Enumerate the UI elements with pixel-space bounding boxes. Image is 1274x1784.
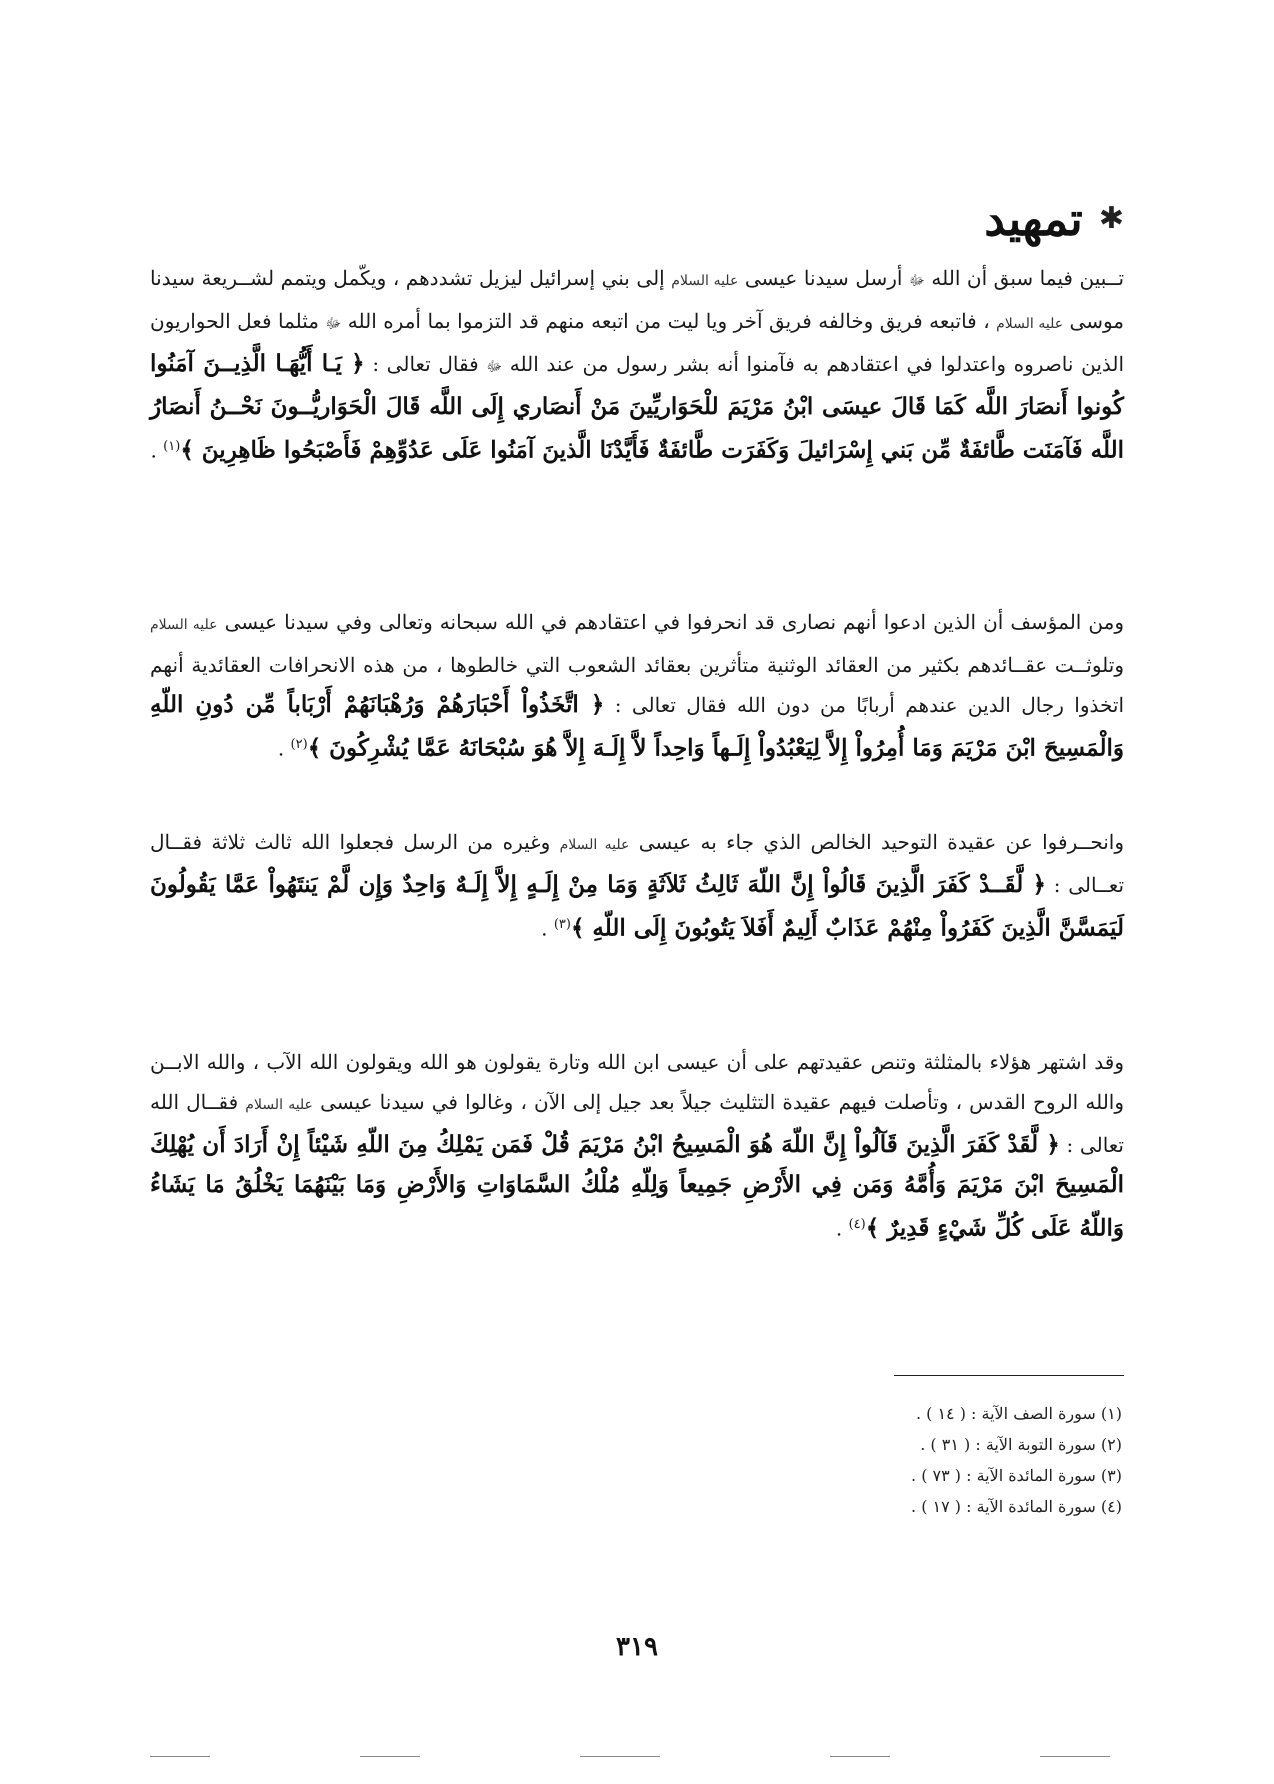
para4-end: . [835, 1216, 843, 1241]
allah-honorific: ﷻ [909, 273, 925, 289]
footnotes [911, 1398, 1122, 1522]
footnote-item: (٤) سورة المائدة الآية : ( ١٧ ) . [911, 1497, 1122, 1516]
footnote-item: (٣) سورة المائدة الآية : ( ٧٣ ) . [911, 1466, 1122, 1485]
footnote-item: (١) سورة الصف الآية : ( ١٤ ) . [915, 1404, 1122, 1423]
para1-text-6: فقال تعالى : [372, 352, 479, 376]
paragraph-2 [150, 602, 1124, 769]
para1-text-1: تــبين فيما سبق أن الله [931, 266, 1125, 290]
page-number: ٣١٩ [616, 1632, 658, 1662]
para3-text-1: وانحــرفوا عن عقيدة التوحيد الخالص الذي جاء به عيسى [638, 830, 1125, 854]
paragraph-3 [150, 822, 1124, 949]
prophet-honorific: عليه السلام [671, 273, 739, 289]
para4-text-1: وقد اشتهر هؤلاء بالمثلثة وتنص عقيدتهم على أن عيسى ابن الله وتارة يقولون هو الله ويقولون الله الآب ، والله الابــن والله الروح القدس ، وتأصلت فيهم عقيدة التثليث جيلاً بعد جيل إلى الآن ، وغالوا في سيدنا عيسى [150, 1050, 1125, 1114]
footnote-divider [894, 1375, 1124, 1376]
paragraph-1 [150, 258, 1124, 471]
footnote-ref-2: (٢) [290, 737, 308, 752]
allah-honorific: ﷻ [486, 359, 503, 375]
quran-verse-1: ﴿ يَـا أَيُّهَـا الَّذِيــنَ آمَنُوا كُونوا أَنصَارَ اللَّه كَمَا قَالَ عيسَى ابْنُ مَرْيَمَ للْحَوَاريِّينَ مَنْ أَنصَاري إِلَى اللَّه قَالَ الْحَوَاريُّــونَ نَحْــنُ أَنصَارُ اللَّه فَآمَنَت طَّائفَةٌ مِّن بَني إِسْرَائيلَ وَكَفَرَت طَّائفَةٌ فَأَيَّدْنَا الَّذينَ آمَنُوا عَلَى عَدُوِّهِمْ فَأَصْبَحُوا ظَاهِرِينَ ﴾ [150, 350, 1124, 464]
quran-verse-3: ﴿ لَّقَــدْ كَفَرَ الَّذِينَ قَالُواْ إِنَّ اللّهَ ثَالِثُ ثَلاَثَةٍ وَمَا مِنْ إِلَـهٍ إِلاَّ إِلَـهٌ وَاحِدٌ وَإِن لَّمْ يَنتَهُواْ عَمَّا يَقُولُونَ لَيَمَسَّنَّ الَّذِينَ كَفَرُواْ مِنْهُمْ عَذَابٌ أَلِيمٌ أَفَلاَ يَتُوبُونَ إِلَى اللّهِ ﴾ [150, 871, 1124, 942]
quran-verse-2: ﴿ اتَّخَذُواْ أَحْبَارَهُمْ وَرُهْبَانَهُمْ أَرْبَاباً مِّن دُونِ اللّهِ وَالْمَسِيحَ ابْنَ مَرْيَمَ وَمَا أُمِرُواْ إِلاَّ لِيَعْبُدُواْ إِلَـهاً وَاحِداً لاَّ إِلَـهَ إِلاَّ هُوَ سُبْحَانَهُ عَمَّا يُشْرِكُونَ ﴾ [150, 691, 1124, 762]
section-title: تمهيد [984, 192, 1083, 246]
prophet-honorific: عليه السلام [245, 1097, 313, 1113]
prophet-honorific: عليه السلام [996, 316, 1064, 332]
para1-text-3: إلى بني إسرائيل ليزيل تشددهم ، ويكّمل ويتمم لشــريعة سيدنا موسى [150, 266, 1125, 333]
footnote-ref-1: (١) [163, 439, 181, 454]
para1-text-4: ، فاتبعه فريق وخالفه فريق آخر ويا ليت من اتبعه منهم قد التزموا بما أمره الله [347, 309, 990, 333]
para3-end: . [541, 916, 548, 941]
para1-text-2: أرسل سيدنا عيسى [744, 266, 903, 290]
scan-edge-mark [150, 1756, 210, 1757]
asterisk-icon: ✱ [1098, 201, 1124, 236]
para2-text-1: ومن المؤسف أن الذين ادعوا أنهم نصارى قد انحرفوا في اعتقادهم في الله سبحانه وتعالى وفي سيدنا عيسى [224, 610, 1124, 634]
scan-edge-mark [1040, 1756, 1110, 1757]
para1-text-5: مثلما فعل الحواريون الذين ناصروه واعتدلوا في اعتقادهم به فآمنوا أنه بشر رسول من عند الله [150, 309, 1125, 376]
scan-edge-mark [360, 1756, 420, 1757]
footnote-ref-3: (٣) [553, 917, 571, 932]
para2-text-2: وتلوثــت عقــائدهم بكثير من العقائد الوثنية متأثرين بعقائد الشعوب التي خالطوها ، من هذه الانحرافات العقائدية أنهم اتخذوا رجال الدين عندهم أربابًا من دون الله فقال تعالى : [150, 653, 1125, 717]
paragraph-4 [150, 1042, 1124, 1249]
scan-edge-mark [830, 1756, 890, 1757]
para3-text-2: وغيره من الرسل فجعلوا الله ثالث ثلاثة فقــال تعــالى : [150, 830, 1125, 897]
para4-text-2: فقــال الله تعالى : [150, 1090, 1124, 1157]
para2-end: . [277, 736, 285, 761]
para1-end: . [150, 438, 157, 463]
footnote-item: (٢) سورة التوبة الآية : ( ٣١ ) . [920, 1435, 1122, 1454]
section-heading [984, 192, 1124, 246]
footnote-ref-4: (٤) [848, 1217, 866, 1232]
prophet-honorific: عليه السلام [559, 837, 630, 853]
quran-verse-4: ﴿ لَّقَدْ كَفَرَ الَّذِينَ قَآلُواْ إِنَّ اللّهَ هُوَ الْمَسِيحُ ابْنُ مَرْيَمَ قُلْ فَمَن يَمْلِكُ مِنَ اللّهِ شَيْئاً إِنْ أَرَادَ أَن يُهْلِكَ الْمَسِيحَ ابْنَ مَرْيَمَ وَأُمَّهُ وَمَن فِي الأَرْضِ جَمِيعاً وَلِلّهِ مُلْكُ السَّمَاوَاتِ وَالأَرْضِ وَمَا بَيْنَهُمَا يَخْلُقُ مَا يَشَاءُ وَاللّهُ عَلَى كُلِّ شَيْءٍ قَدِيرٌ ﴾ [150, 1131, 1124, 1242]
prophet-honorific: عليه السلام [150, 617, 218, 633]
allah-honorific: ﷻ [325, 316, 342, 332]
scan-edge-mark [580, 1756, 660, 1757]
